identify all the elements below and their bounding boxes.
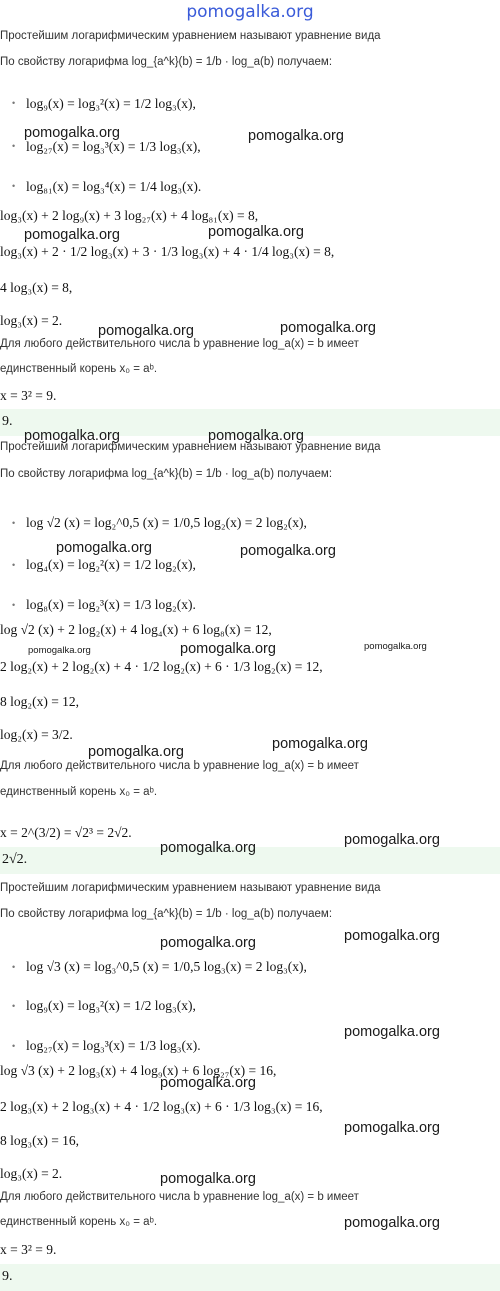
- math-line: log₄(x) = log₂²(x) = 1/2 log₂(x),: [26, 557, 196, 572]
- watermark: pomogalka.org: [160, 935, 256, 951]
- property-line: По свойству логарифма log_{a^k}(b) = 1/b · log_a(b) получаем:: [0, 908, 333, 920]
- watermark: pomogalka.org: [344, 1024, 440, 1040]
- watermark: pomogalka.org: [344, 832, 440, 848]
- math-line: x = 3² = 9.: [0, 1242, 57, 1257]
- bullet-icon: •: [12, 600, 16, 610]
- watermark: pomogalka.org: [56, 540, 152, 556]
- watermark: pomogalka.org: [344, 928, 440, 944]
- intro-line: Простейшим логарифмическим уравнением называют уравнение вида: [0, 441, 381, 453]
- bullet-icon: •: [12, 1001, 16, 1011]
- answer-text: 9.: [2, 1269, 13, 1284]
- watermark: pomogalka.org: [98, 323, 194, 339]
- bullet-icon: •: [12, 962, 16, 972]
- math-line: log₃(x) + 2 log₉(x) + 3 log₂₇(x) + 4 log₈₁(x) = 8,: [0, 208, 259, 223]
- watermark: pomogalka.org: [160, 840, 256, 856]
- math-line: 2 log₃(x) + 2 log₃(x) + 4 · 1/2 log₃(x) + 6 · 1/3 log₃(x) = 16,: [0, 1099, 323, 1114]
- watermark: pomogalka.org: [24, 227, 120, 243]
- math-line: log₃(x) = 2.: [0, 1166, 63, 1181]
- answer-bar: [0, 1264, 500, 1291]
- site-header: [0, 0, 500, 24]
- math-line: log₃(x) = 2.: [0, 313, 63, 328]
- intro-line: Простейшим логарифмическим уравнением называют уравнение вида: [0, 30, 381, 42]
- math-line: x = 2^(3/2) = √2³ = 2√2.: [0, 825, 132, 840]
- math-line: 2 log₂(x) + 2 log₂(x) + 4 · 1/2 log₂(x) + 6 · 1/3 log₂(x) = 12,: [0, 659, 323, 674]
- math-line: log₈₁(x) = log₃⁴(x) = 1/4 log₃(x).: [26, 179, 202, 194]
- watermark: pomogalka.org: [248, 128, 344, 144]
- math-line: log √3 (x) + 2 log₃(x) + 4 log₉(x) + 6 log₂₇(x) = 16,: [0, 1063, 277, 1078]
- answer-text: 2√2.: [2, 852, 28, 867]
- watermark: pomogalka.org: [180, 641, 276, 657]
- root-rule-line: Для любого действительного числа b уравнение log_a(x) = b имеет: [0, 1191, 359, 1203]
- site-header-text: pomogalka.org: [186, 2, 314, 22]
- watermark: pomogalka.org: [364, 641, 427, 652]
- watermark: pomogalka.org: [28, 645, 91, 656]
- bullet-icon: •: [12, 518, 16, 528]
- intro-line: Простейшим логарифмическим уравнением называют уравнение вида: [0, 882, 381, 894]
- watermark: pomogalka.org: [24, 125, 120, 141]
- bullet-icon: •: [12, 141, 16, 151]
- property-line: По свойству логарифма log_{a^k}(b) = 1/b · log_a(b) получаем:: [0, 56, 333, 68]
- bullet-icon: •: [12, 560, 16, 570]
- math-line: 4 log₃(x) = 8,: [0, 280, 73, 295]
- watermark: pomogalka.org: [344, 1120, 440, 1136]
- math-line: log₂₇(x) = log₃³(x) = 1/3 log₃(x),: [26, 139, 201, 154]
- math-line: x = 3² = 9.: [0, 388, 57, 403]
- math-line: log √2 (x) + 2 log₂(x) + 4 log₄(x) + 6 log₈(x) = 12,: [0, 622, 272, 637]
- math-line: log₂(x) = 3/2.: [0, 727, 73, 742]
- watermark: pomogalka.org: [208, 224, 304, 240]
- watermark: pomogalka.org: [344, 1215, 440, 1231]
- root-rule-line: единственный корень x₀ = aᵇ.: [0, 1216, 158, 1228]
- watermark: pomogalka.org: [240, 543, 336, 559]
- math-line: log₂₇(x) = log₃³(x) = 1/3 log₃(x).: [26, 1038, 201, 1053]
- math-line: log √3 (x) = log₃^0,5 (x) = 1/0,5 log₃(x) = 2 log₃(x),: [26, 959, 307, 974]
- watermark: pomogalka.org: [208, 428, 304, 444]
- bullet-icon: •: [12, 1041, 16, 1051]
- math-line: log₉(x) = log₃²(x) = 1/2 log₃(x),: [26, 998, 196, 1013]
- root-rule-line: Для любого действительного числа b уравнение log_a(x) = b имеет: [0, 338, 359, 350]
- watermark: pomogalka.org: [280, 320, 376, 336]
- watermark: pomogalka.org: [272, 736, 368, 752]
- watermark: pomogalka.org: [24, 428, 120, 444]
- watermark: pomogalka.org: [88, 744, 184, 760]
- bullet-icon: •: [12, 98, 16, 108]
- root-rule-line: Для любого действительного числа b уравнение log_a(x) = b имеет: [0, 760, 359, 772]
- root-rule-line: единственный корень x₀ = aᵇ.: [0, 363, 158, 375]
- math-line: 8 log₂(x) = 12,: [0, 694, 80, 709]
- property-line: По свойству логарифма log_{a^k}(b) = 1/b · log_a(b) получаем:: [0, 468, 333, 480]
- bullet-icon: •: [12, 181, 16, 191]
- math-line: log √2 (x) = log₂^0,5 (x) = 1/0,5 log₂(x) = 2 log₂(x),: [26, 515, 307, 530]
- math-line: log₉(x) = log₃²(x) = 1/2 log₃(x),: [26, 96, 196, 111]
- math-line: log₈(x) = log₂³(x) = 1/3 log₂(x).: [26, 597, 196, 612]
- root-rule-line: единственный корень x₀ = aᵇ.: [0, 786, 158, 798]
- watermark: pomogalka.org: [160, 1171, 256, 1187]
- answer-text: 9.: [2, 414, 13, 429]
- math-line: 8 log₃(x) = 16,: [0, 1133, 80, 1148]
- watermark: pomogalka.org: [160, 1075, 256, 1091]
- math-line: log₃(x) + 2 · 1/2 log₃(x) + 3 · 1/3 log₃(x) + 4 · 1/4 log₃(x) = 8,: [0, 244, 335, 259]
